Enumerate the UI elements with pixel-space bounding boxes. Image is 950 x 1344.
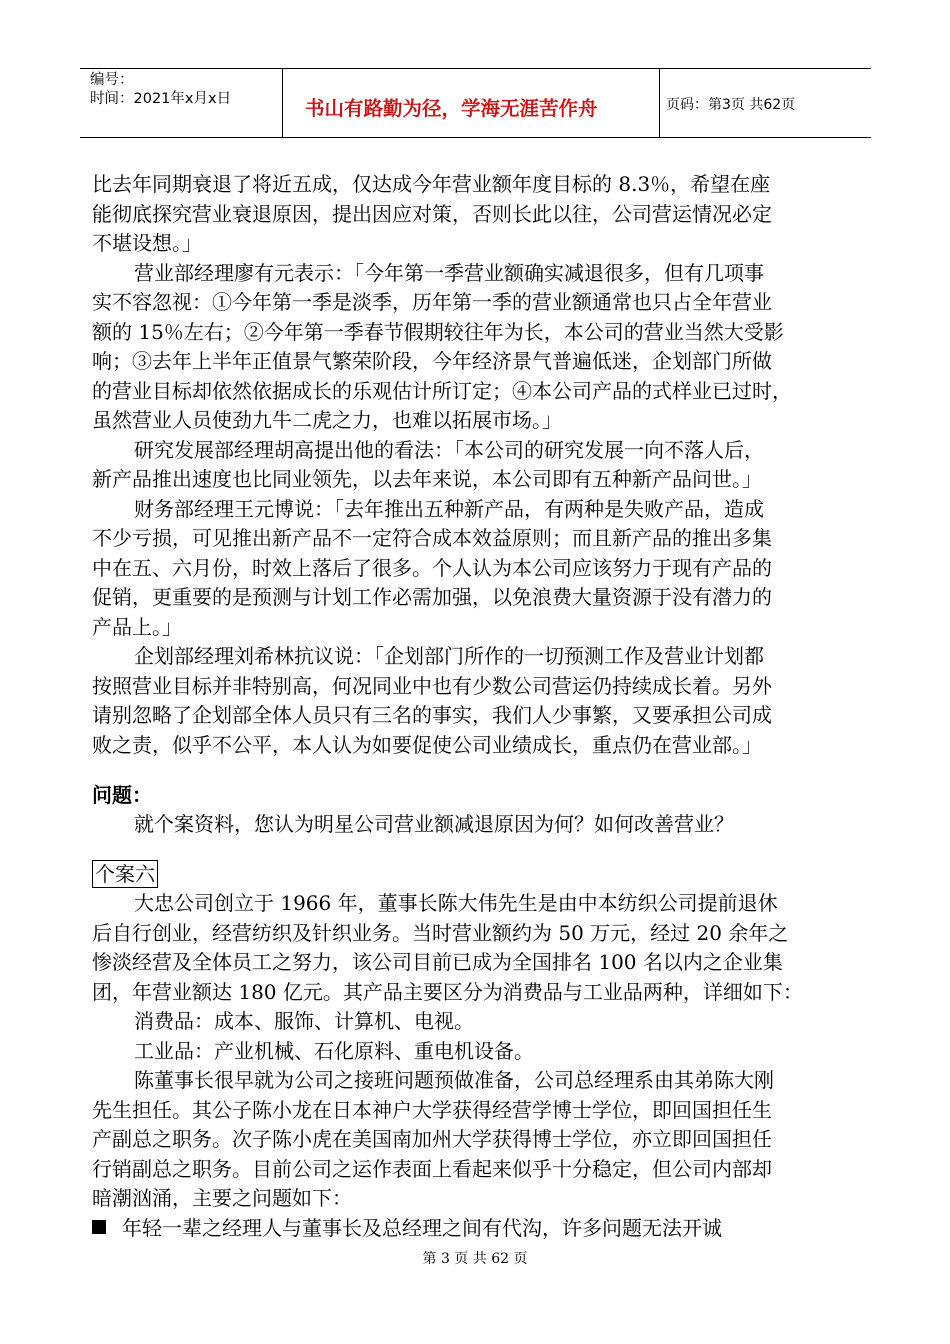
paragraph-case-intro — [92, 889, 872, 1007]
question-text: 就个案资料，您认为明星公司营业额减退原因为何？如何改善营业？ — [134, 812, 734, 836]
text-line: 按照营业目标并非特别高，何况同业中也有少数公司营运仍持续成长着。另外 — [92, 673, 772, 698]
industrial-goods-line: 工业品：产业机械、石化原料、重电机设备。 — [134, 1038, 534, 1063]
text-line: 新产品推出速度也比同业领先，以去年来说，本公司即有五种新产品问世。」 — [92, 467, 762, 491]
text-line: 先生担任。其公子陈小龙在日本神户大学获得经营学博士学位，即回国担任生 — [92, 1097, 772, 1122]
header-motto-cell — [283, 69, 660, 137]
text-line: 中在五、六月份，时效上落后了很多。个人认为本公司应该努力于现有产品的 — [92, 555, 772, 580]
paragraph-finance-manager — [92, 495, 872, 643]
text-line: 暗潮汹涌，主要之问题如下： — [92, 1186, 352, 1210]
text-line: 响；③去年上半年正值景气繁荣阶段，今年经济景气普遍低迷，企划部门所做 — [92, 349, 772, 373]
text-line: 产副总之职务。次子陈小虎在美国南加州大学获得博士学位，亦立即回国担任 — [92, 1127, 772, 1151]
text-line: 陈董事长很早就为公司之接班问题预做准备，公司总经理系由其弟陈大刚 — [134, 1068, 774, 1092]
header-page-cell — [660, 69, 871, 137]
spacer — [92, 760, 872, 780]
consumer-goods-line: 消费品：成本、服饰、计算机、电视。 — [134, 1009, 474, 1033]
paragraph-opening — [92, 170, 872, 259]
paragraph-planning-manager — [92, 642, 872, 760]
serial-label: 编号： — [90, 72, 134, 88]
text-line: 的营业目标却依然依据成长的乐观估计所订定；④本公司产品的式样业已过时， — [92, 378, 792, 403]
text-line: 行销副总之职务。目前公司之运作表面上看起来似乎十分稳定，但公司内部却 — [92, 1156, 772, 1181]
date-label: 时间：2021年x月x日 — [90, 91, 232, 107]
text-line: 产品上。」 — [92, 614, 182, 639]
paragraph-succession — [92, 1066, 872, 1214]
text-line: 研究发展部经理胡高提出他的看法：「本公司的研究发展一向不落人后， — [134, 437, 764, 462]
bullet-text: 年轻一辈之经理人与董事长及总经理之间有代沟，许多问题无法开诚 — [122, 1215, 722, 1240]
text-line: 额的 15％左右；②今年第一季春节假期较往年为长，本公司的营业当然大受影 — [92, 319, 784, 344]
header-motto: 书山有路勤为径，学海无涯苦作舟 — [305, 97, 598, 120]
header-left-cell — [80, 69, 283, 137]
case-label: 个案六 — [92, 860, 158, 888]
text-line: 企划部经理刘希林抗议说：「企划部门所作的一切预测工作及营业计划都 — [134, 644, 764, 668]
paragraph-sales-manager — [92, 259, 872, 436]
question-heading: 问题： — [92, 783, 152, 807]
text-line: 败之责，似乎不公平，本人认为如要促使公司业绩成长，重点仍在营业部。」 — [92, 732, 762, 757]
page-footer: 第 3 页 共 62 页 — [422, 1251, 528, 1267]
header-page-info: 页码：第3页 共62页 — [666, 97, 796, 113]
text-line: 财务部经理王元博说：「去年推出五种新产品，有两种是失败产品，造成 — [134, 496, 764, 521]
document-body — [92, 170, 872, 1243]
text-line: 后自行创业，经营纺织及针织业务。当时营业额约为 50 万元，经过 20 余年之 — [92, 920, 789, 945]
bullet-item — [46, 1214, 872, 1244]
text-line: 不少亏损，可见推出新产品不一定符合成本效益原则；而且新产品的推出多集 — [92, 526, 772, 550]
text-line: 实不容忽视：①今年第一季是淡季，历年第一季的营业额通常也只占全年营业 — [92, 290, 772, 314]
text-line: 团，年营业额达 180 亿元。其产品主要区分为消费品与工业品两种，详细如下： — [92, 979, 803, 1004]
text-line: 虽然营业人员使劲九牛二虎之力，也难以拓展市场。」 — [92, 408, 562, 432]
text-line: 大忠公司创立于 1966 年，董事长陈大伟先生是由中本纺织公司提前退休 — [134, 891, 778, 915]
page-header — [80, 68, 871, 138]
text-line: 促销，更重要的是预测与计划工作必需加强，以免浪费大量资源于没有潜力的 — [92, 585, 772, 609]
text-line: 比去年同期衰退了将近五成，仅达成今年营业额年度目标的 8.3％，希望在座 — [92, 172, 771, 196]
text-line: 不堪设想。」 — [92, 231, 202, 255]
spacer — [92, 840, 872, 860]
case-label-row — [92, 860, 872, 890]
text-line: 请别忽略了企划部全体人员只有三名的事实，我们人少事繁，又要承担公司成 — [92, 703, 772, 727]
text-line: 能彻底探究营业衰退原因，提出因应对策，否则长此以往，公司营运情况必定 — [92, 201, 772, 226]
text-line: 惨淡经营及全体员工之努力，该公司目前已成为全国排名 100 名以内之企业集 — [92, 950, 783, 974]
text-line: 营业部经理廖有元表示：「今年第一季营业额确实减退很多，但有几项事 — [134, 260, 764, 285]
paragraph-rd-manager — [92, 436, 872, 495]
square-bullet-icon — [92, 1220, 106, 1234]
